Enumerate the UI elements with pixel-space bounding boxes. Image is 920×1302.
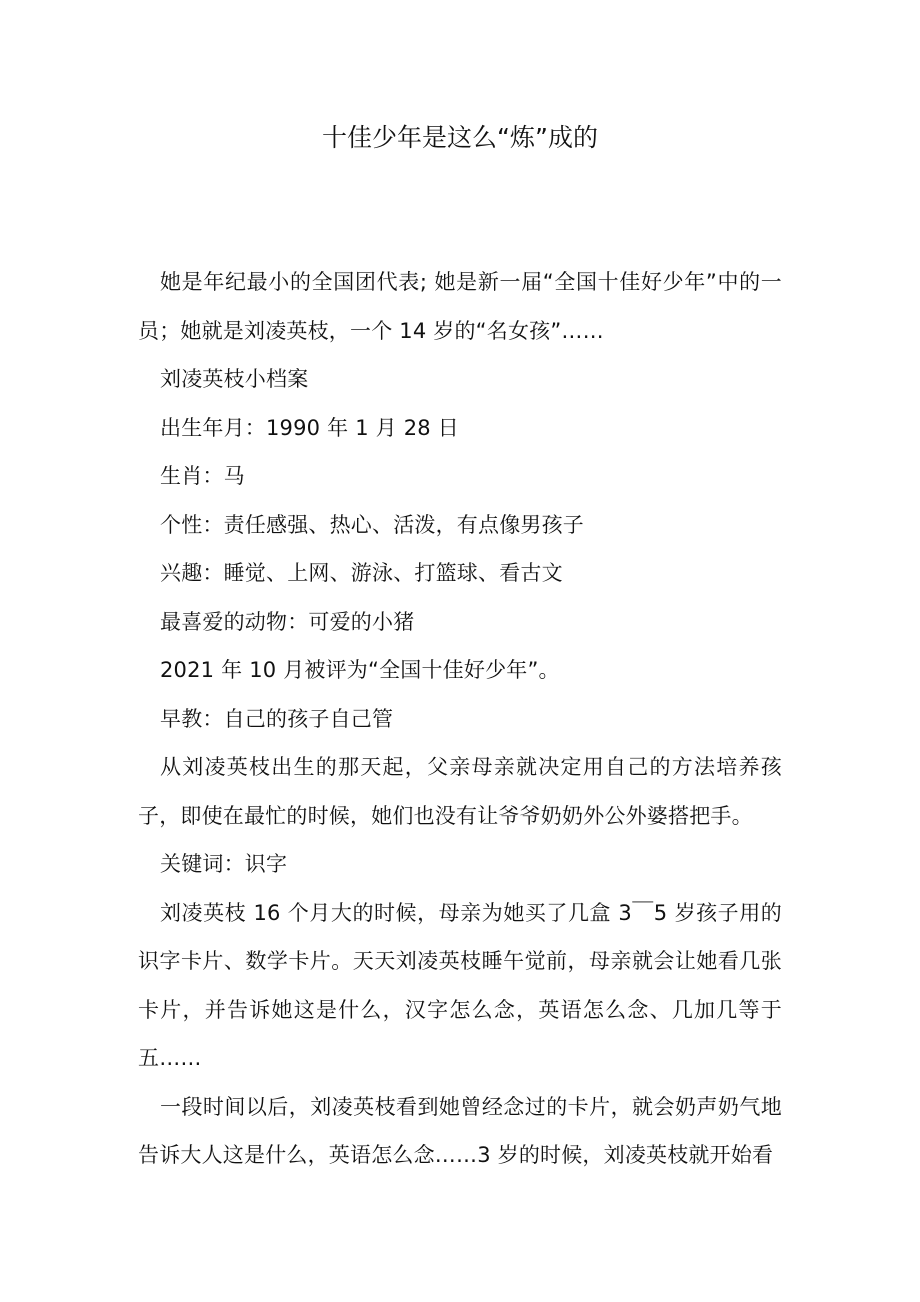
paragraph-profile-heading: 刘凌英枝小档案 — [160, 367, 309, 391]
paragraph-early-education-heading: 早教：自己的孩子自己管 — [160, 706, 394, 731]
paragraph-award: 2021 年 10 月被评为“全国十佳好少年”。 — [160, 658, 560, 682]
paragraph-interests: 兴趣：睡觉、上网、游泳、打篮球、看古文 — [160, 561, 563, 585]
paragraph-flash-cards: 刘凌英枝 16 个月大的时候，母亲为她买了几盒 3￣5 岁孩子用的识字卡片、数学卡片。天天刘凌英枝睡午觉前，母亲就会让她看几张卡片，并告诉她这是什么，汉字怎么念，英语怎么念、几加几等于五…… — [138, 900, 782, 1070]
paragraph-zodiac: 生肖：马 — [160, 464, 245, 488]
paragraph-favorite-animal: 最喜爱的动物：可爱的小猪 — [160, 609, 415, 634]
document-title: 十佳少年是这么“炼”成的 — [322, 123, 598, 152]
document-body — [138, 258, 782, 1180]
paragraph-birth-date: 出生年月：1990 年 1 月 28 日 — [160, 415, 459, 440]
paragraph-keyword-literacy: 关键词：识字 — [160, 852, 288, 876]
paragraph-intro: 她是年纪最小的全国团代表; 她是新一届“全国十佳好少年”中的一员；她就是刘凌英枝，一个 14 岁的“名女孩”…… — [138, 270, 782, 343]
paragraph-parents-method: 从刘凌英枝出生的那天起，父亲母亲就决定用自己的方法培养孩子，即使在最忙的时候，她们也没有让爷爷奶奶外公外婆搭把手。 — [138, 755, 782, 828]
paragraph-progress: 一段时间以后，刘凌英枝看到她曾经念过的卡片，就会奶声奶气地告诉大人这是什么，英语怎么念……3 岁的时候，刘凌英枝就开始看 — [138, 1094, 782, 1167]
paragraph-personality: 个性：责任感强、热心、活泼，有点像男孩子 — [160, 512, 584, 537]
